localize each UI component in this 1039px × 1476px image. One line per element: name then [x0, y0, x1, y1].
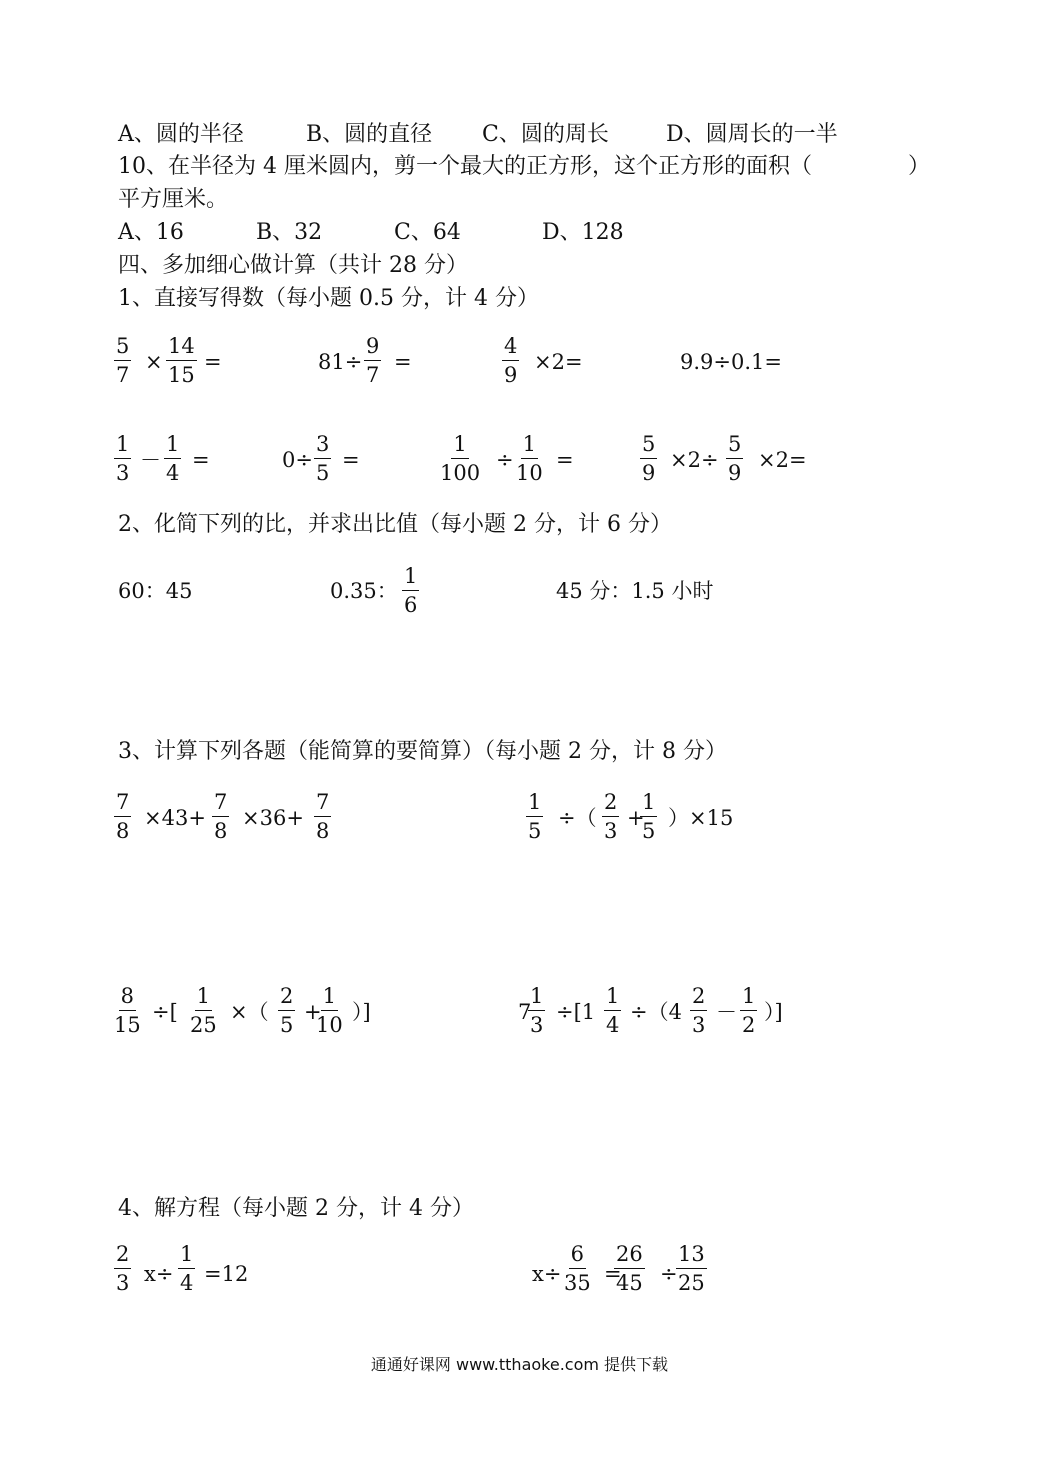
fraction: $\frac{1}{5}$ — [528, 790, 542, 843]
footer-source: 通通好课网 www.tthaoke.com 提供下载 — [370, 1355, 669, 1374]
equals: = — [556, 448, 574, 472]
operator: ÷（4 — [630, 1000, 682, 1024]
operator: ×（ — [230, 1000, 269, 1024]
operator: =12 — [204, 1262, 249, 1286]
fraction: $\frac{3}{5}$ — [316, 432, 330, 485]
fraction: $\frac{2}{3}$ — [604, 790, 618, 843]
operator: ）] — [764, 1000, 783, 1024]
q10-text-cont: 平方厘米。 — [118, 187, 229, 212]
fraction: $\frac{1}{100}$ — [440, 432, 481, 485]
operator: － — [716, 1000, 737, 1024]
fraction: $\frac{1}{2}$ — [742, 984, 756, 1037]
equals: = — [192, 448, 210, 472]
fraction: $\frac{2}{3}$ — [116, 1242, 130, 1295]
operator: ÷ — [496, 448, 514, 472]
fraction: $\frac{14}{15}$ — [168, 334, 195, 387]
expression-suffix: ×2= — [758, 448, 807, 472]
q10-text: 10、在半径为 4 厘米圆内，剪一个最大的正方形，这个正方形的面积（ — [118, 154, 812, 179]
part2-title: 2、化简下列的比，并求出比值（每小题 2 分，计 6 分） — [118, 512, 672, 537]
fraction: $\frac{1}{10}$ — [316, 984, 343, 1037]
fraction: $\frac{1}{10}$ — [516, 432, 543, 485]
q10-paren-close: ） — [908, 154, 931, 179]
fraction: $\frac{1}{6}$ — [404, 564, 418, 617]
fraction: $\frac{5}{7}$ — [116, 334, 130, 387]
expression-prefix: 81÷ — [318, 350, 363, 374]
fraction: $\frac{1}{5}$ — [642, 790, 656, 843]
part4-title: 4、解方程（每小题 2 分，计 4 分） — [118, 1196, 474, 1221]
fraction: $\frac{1}{4}$ — [166, 432, 180, 485]
operator: ）×15 — [668, 806, 734, 830]
q10-option-a: A、16 — [118, 220, 184, 245]
expression-suffix: ×2= — [534, 350, 583, 374]
fraction: $\frac{13}{25}$ — [678, 1242, 705, 1295]
q9-option-a: A、圆的半径 — [118, 122, 244, 147]
q9-option-c: C、圆的周长 — [482, 122, 609, 147]
q10-option-d: D、128 — [542, 220, 624, 245]
operator: ×43+ — [144, 806, 206, 830]
equals: = — [604, 1262, 622, 1286]
fraction: $\frac{4}{9}$ — [504, 334, 518, 387]
fraction: $\frac{1}{3}$ — [116, 432, 130, 485]
part3-title: 3、计算下列各题（能简算的要简算）（每小题 2 分，计 8 分） — [118, 739, 727, 764]
fraction: $\frac{7}{8}$ — [116, 790, 130, 843]
ratio-expression: 60：45 — [118, 579, 193, 603]
ratio-prefix: 0.35： — [330, 579, 398, 603]
part1-title: 1、直接写得数（每小题 0.5 分，计 4 分） — [118, 286, 539, 311]
fraction: $\frac{6}{35}$ — [564, 1242, 591, 1295]
fraction: $\frac{8}{15}$ — [114, 984, 141, 1037]
q9-option-d: D、圆周长的一半 — [666, 122, 838, 147]
fraction: $\frac{5}{9}$ — [642, 432, 656, 485]
q9-option-b: B、圆的直径 — [306, 122, 433, 147]
fraction: $\frac{1}{4}$ — [606, 984, 620, 1037]
expression: 9.9÷0.1= — [680, 350, 782, 374]
operator: x÷ — [532, 1262, 562, 1286]
fraction: $\frac{1}{4}$ — [180, 1242, 194, 1295]
fraction: $\frac{7}{8}$ — [214, 790, 228, 843]
operator: + — [627, 806, 645, 830]
operator: ÷[ — [152, 1000, 178, 1024]
fraction: $\frac{5}{9}$ — [728, 432, 742, 485]
equals: = — [394, 350, 412, 374]
q10-option-c: C、64 — [394, 220, 461, 245]
operator: × — [145, 350, 163, 374]
fraction: $\frac{9}{7}$ — [366, 334, 380, 387]
fraction: $\frac{26}{45}$ — [616, 1242, 643, 1295]
fraction: $\frac{2}{5}$ — [280, 984, 294, 1037]
whole-number: 7 — [518, 1000, 532, 1024]
operator: － — [140, 448, 161, 472]
operator: ÷（ — [558, 806, 597, 830]
equals: = — [342, 448, 360, 472]
fraction: $\frac{1}{3}$ — [530, 984, 544, 1037]
ratio-expression: 45 分：1.5 小时 — [556, 579, 714, 603]
fraction: $\frac{2}{3}$ — [692, 984, 706, 1037]
operator: x÷ — [144, 1262, 174, 1286]
fraction: $\frac{7}{8}$ — [316, 790, 330, 843]
operator: ÷[1 — [556, 1000, 596, 1024]
operator: ÷ — [660, 1262, 678, 1286]
expression-prefix: 0÷ — [282, 448, 313, 472]
operator: ）] — [352, 1000, 371, 1024]
operator: + — [304, 1000, 322, 1024]
q10-option-b: B、32 — [256, 220, 323, 245]
operator: ×2÷ — [670, 448, 719, 472]
section4-title: 四、多加细心做计算（共计 28 分） — [118, 253, 468, 278]
fraction: $\frac{1}{25}$ — [190, 984, 217, 1037]
operator: ×36+ — [242, 806, 304, 830]
equals: = — [204, 350, 222, 374]
